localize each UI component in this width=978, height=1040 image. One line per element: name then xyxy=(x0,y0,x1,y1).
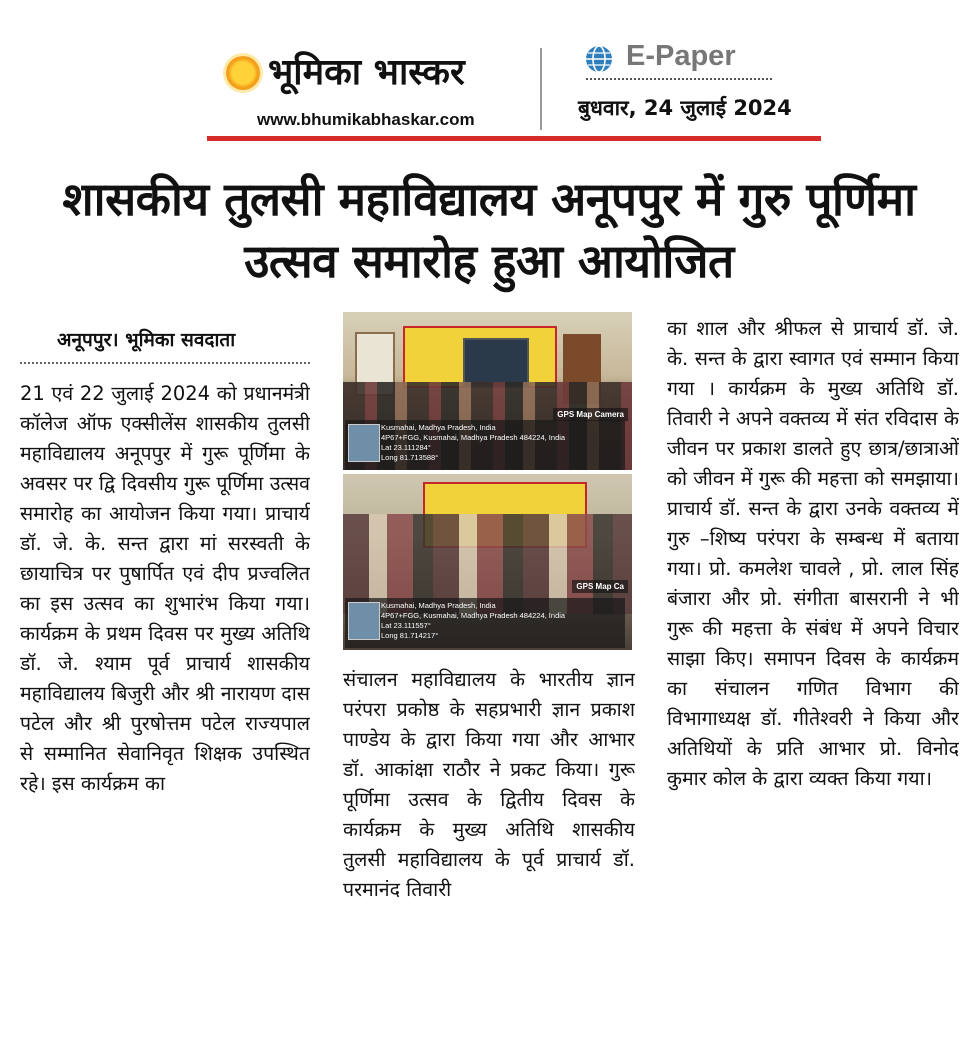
gps-line: 4P67+FGG, Kusmahai, Madhya Pradesh 484224, India xyxy=(381,433,566,442)
gps-line: Lat 23.111284° xyxy=(381,443,431,452)
article-column-1: 21 एवं 22 जुलाई 2024 को प्रधानमंत्री कॉलेज ऑफ एक्सीलेंस शासकीय तुलसी महाविद्यालय अनूपपुर में गुरू पूर्णिमा के अवसर पर द्वि दिवसीय गुरू पूर्णिमा उत्सव समारोह का आयोजन किया गया। प्राचार्य डॉ. जे. के. सन्त द्वारा मां सरस्वती के छायाचित्र पर पुषार्पित एवं दीप प्रज्वलित का इस उत्सव का शुभारंभ किया गया। कार्यक्रम के प्रथम दिवस पर मुख्य अतिथि डॉ. जे. श्याम पूर्व प्राचार्य शासकीय महाविद्यालय बिजुरी और श्री नारायण दास पटेल और श्री पुरषोत्तम पटेल राज्यपाल से सम्मानित सेवानिवृत शिक्षक उपस्थित रहे। इस कार्यक्रम का xyxy=(20,382,310,795)
article-column-2: संचालन महाविद्यालय के भारतीय ज्ञान परंपरा प्रकोष्ठ के सहप्रभारी ज्ञान प्रकाश पाण्डेय के द्वारा किया गया और आभार डॉ. आकांक्षा राठौर ने प्रकट किया। गुरू पूर्णिमा उत्सव के द्वितीय दिवस के कार्यक्रम के मुख्य अतिथि शासकीय तुलसी महाविद्यालय के पूर्व प्राचार्य डॉ. परमानंद तिवारी xyxy=(343,668,635,901)
globe-icon xyxy=(584,44,614,74)
map-thumbnail-icon xyxy=(348,424,380,462)
gps-line: Kusmahai, Madhya Pradesh, India xyxy=(381,601,496,610)
masthead-divider xyxy=(540,48,542,130)
gps-line: Long 81.714217° xyxy=(381,631,439,640)
edition-date: बुधवार, 24 जुलाई 2024 xyxy=(578,96,792,120)
projector-screen xyxy=(463,338,529,388)
masthead-red-rule xyxy=(207,136,821,141)
article-headline: शासकीय तुलसी महाविद्यालय अनूपपुर में गुरु पूर्णिमा उत्सव समारोह हुआ आयोजित xyxy=(62,172,916,288)
brand-name: भूमिका भास्कर xyxy=(268,52,465,93)
article-byline: अनूपपुर। भूमिका सवदाता xyxy=(57,329,236,351)
gps-line: Lat 23.111557° xyxy=(381,621,431,630)
gps-line: Long 81.713588° xyxy=(381,453,439,462)
map-thumbnail-icon xyxy=(348,602,380,640)
masthead xyxy=(0,0,978,145)
gps-overlay xyxy=(345,420,625,470)
dotted-divider xyxy=(586,78,772,80)
gps-camera-tag: GPS Map Camera xyxy=(553,408,628,421)
event-photo-1 xyxy=(343,312,632,470)
event-photo-2 xyxy=(343,474,632,650)
gps-camera-tag: GPS Map Ca xyxy=(572,580,628,593)
epaper-label: E-Paper xyxy=(626,40,736,72)
article-column-3: का शाल और श्रीफल से प्राचार्य डॉ. जे. के. सन्त के द्वारा स्वागत एवं सम्मान किया गया । कार्यक्रम के मुख्य अतिथि डॉ. तिवारी ने अपने वक्तव्य में संत रविदास के जीवन पर प्रकाश डालते हुए छात्र/छात्राओं को जीवन में गुरू की महत्ता को समझाया। प्राचार्य डॉ. सन्त के द्वारा उनके वक्तव्य में गुरु –शिष्य परंपरा के सम्बन्ध में बताया गया। प्रो. कमलेश चावले , प्रो. लाल सिंह बंजारा और प्रो. संगीता बासरानी ने भी गुरू की महत्ता के संबंध में अपने विचार साझा किए। समापन दिवस के कार्यक्रम का संचालन गणित विभाग की विभागाध्यक्ष डॉ. गीतेश्वरी ने किया और अतिथियों के प्रति आभार प्रो. विनोद कुमार कोल के द्वारा व्यक्त किया गया। xyxy=(667,317,959,790)
gps-line: Kusmahai, Madhya Pradesh, India xyxy=(381,423,496,432)
gps-overlay xyxy=(345,598,625,648)
gps-line: 4P67+FGG, Kusmahai, Madhya Pradesh 484224, India xyxy=(381,611,566,620)
byline-dotted-rule xyxy=(20,362,310,364)
sun-logo-icon xyxy=(226,56,260,90)
website-url[interactable]: www.bhumikabhaskar.com xyxy=(257,110,475,129)
